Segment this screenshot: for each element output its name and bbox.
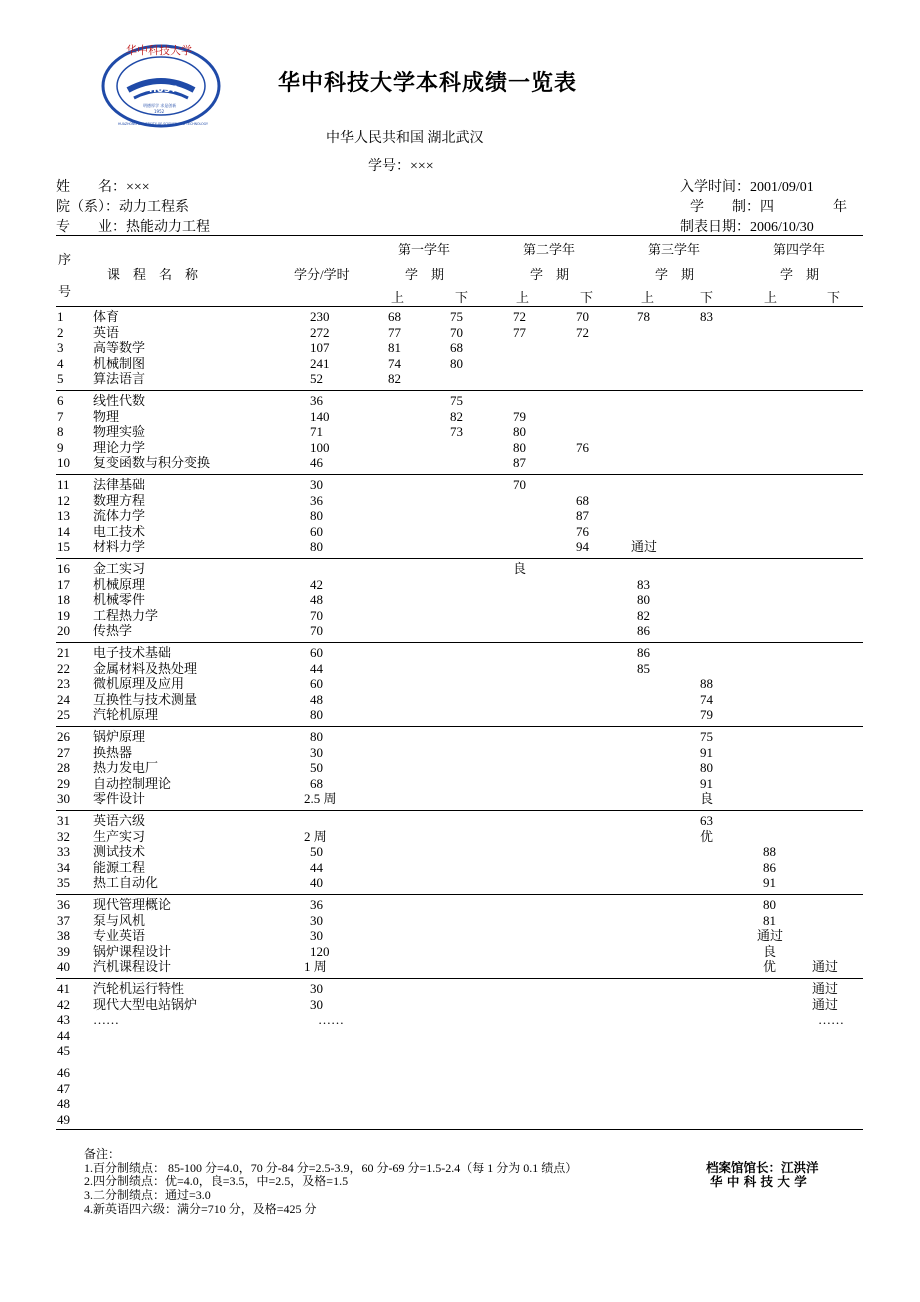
university-logo (100, 40, 222, 128)
course-name: 专业英语 (93, 928, 146, 944)
course-credit: 68 (310, 775, 323, 791)
row-number: 46 (57, 1065, 70, 1080)
row-number: 13 (57, 508, 70, 524)
course-name: 金属材料及热处理 (93, 660, 198, 676)
row-number: 30 (57, 791, 70, 807)
row-number: 39 (57, 943, 70, 959)
grade-cell: 通过 (812, 981, 839, 996)
row-number: 20 (57, 623, 70, 639)
row-number: 31 (57, 813, 70, 828)
course-credit: 50 (310, 760, 323, 776)
grade-cell: 通过 (631, 539, 658, 555)
grade-cell: 68 (388, 309, 401, 324)
header-term-3: 学 期 (655, 267, 695, 282)
course-credit: 80 (310, 508, 323, 524)
course-name: 汽轮机运行特性 (93, 981, 185, 996)
grade-cell: 68 (576, 492, 589, 508)
group-separator (56, 558, 863, 559)
course-credit: 48 (310, 592, 323, 608)
note-line-2: 2.四分制绩点：优=4.0，良=3.5，中=2.5，及格=1.5 (84, 1174, 349, 1188)
course-name: 电子技术基础 (93, 645, 172, 660)
row-number: 3 (57, 340, 64, 356)
group-separator (56, 642, 863, 643)
course-credit: 70 (310, 607, 323, 623)
grade-cell: 73 (450, 424, 463, 440)
course-credit: 60 (310, 676, 323, 692)
course-credit: …… (318, 1012, 344, 1028)
grade-cell: 75 (700, 729, 713, 744)
grade-cell: 83 (637, 576, 650, 592)
grade-cell: 78 (637, 309, 650, 324)
course-credit: 36 (310, 492, 323, 508)
course-name: 锅炉原理 (93, 729, 146, 744)
student-no: 学号：××× (368, 159, 434, 174)
course-name: 汽轮机原理 (93, 707, 159, 723)
row-number: 1 (57, 309, 64, 324)
course-name: 现代大型电站锅炉 (93, 996, 198, 1012)
course-credit: 44 (310, 660, 323, 676)
row-number: 23 (57, 676, 70, 692)
grade-cell: 76 (576, 439, 589, 455)
grade-cell: 优 (700, 828, 714, 844)
logo-year: 1952 (154, 109, 165, 114)
header-year-3: 第三学年 (648, 242, 701, 257)
course-credit: 241 (310, 355, 330, 371)
grade-cell: 83 (700, 309, 713, 324)
header-credit: 学分/学时 (294, 267, 350, 282)
course-credit: 30 (310, 996, 323, 1012)
signature-university: 华 中 科 技 大 学 (710, 1174, 807, 1189)
course-credit: 52 (310, 371, 323, 387)
group-separator (56, 894, 863, 895)
course-credit: 50 (310, 844, 323, 860)
course-name: 流体力学 (93, 508, 146, 524)
course-credit: 80 (310, 729, 323, 744)
header-up-2: 上 (516, 290, 530, 305)
row-number: 32 (57, 828, 70, 844)
grade-cell: 良 (763, 943, 777, 959)
row-number: 19 (57, 607, 70, 623)
course-name: …… (93, 1012, 119, 1028)
grade-cell: 通过 (757, 928, 784, 944)
grade-cell: 72 (513, 309, 526, 324)
header-term-4: 学 期 (780, 267, 820, 282)
table-header-rule (56, 306, 863, 307)
row-number: 5 (57, 371, 64, 387)
header-seq-bottom: 号 (58, 284, 72, 299)
course-name: 线性代数 (93, 393, 146, 408)
course-name: 理论力学 (93, 439, 146, 455)
grade-cell: 85 (637, 660, 650, 676)
grade-cell: 79 (700, 707, 713, 723)
course-name: 泵与风机 (93, 912, 146, 928)
row-number: 40 (57, 959, 70, 975)
course-name: 锅炉课程设计 (93, 943, 172, 959)
grade-cell: 75 (450, 393, 463, 408)
grade-cell: 74 (700, 691, 713, 707)
table-top-rule (56, 235, 863, 236)
course-name: 能源工程 (93, 859, 146, 875)
row-number: 33 (57, 844, 70, 860)
grade-cell: 通过 (812, 959, 839, 975)
course-credit: 46 (310, 455, 323, 471)
row-number: 15 (57, 539, 70, 555)
course-name: 工程热力学 (93, 607, 159, 623)
course-name: 微机原理及应用 (93, 676, 185, 692)
course-credit: 60 (310, 645, 323, 660)
course-name: 自动控制理论 (93, 775, 172, 791)
row-number: 18 (57, 592, 70, 608)
grade-cell: 76 (576, 523, 589, 539)
grade-cell: 91 (700, 775, 713, 791)
course-credit: 40 (310, 875, 323, 891)
row-number: 41 (57, 981, 70, 996)
duration: 学 制：四 (690, 200, 774, 215)
row-number: 16 (57, 561, 70, 576)
notes-title: 备注： (84, 1147, 121, 1161)
row-number: 9 (57, 439, 64, 455)
course-credit: 30 (310, 928, 323, 944)
course-credit: 42 (310, 576, 323, 592)
course-name: 测试技术 (93, 844, 146, 860)
row-number: 49 (57, 1111, 70, 1127)
grade-cell: 70 (576, 309, 589, 324)
page-title: 华中科技大学本科成绩一览表 (278, 71, 578, 96)
course-name: 材料力学 (93, 539, 146, 555)
row-number: 37 (57, 912, 70, 928)
grade-cell: 63 (700, 813, 713, 828)
student-name: 姓 名：××× (56, 180, 150, 195)
logo-ring-text: HUAZHONG UNIVERSITY OF SCIENCE AND TECHNOLOGY (118, 122, 208, 126)
course-credit: 2.5 周 (304, 791, 337, 807)
header-term-1: 学 期 (405, 267, 445, 282)
course-name: 物理实验 (93, 424, 146, 440)
logo-top-text: 华中科技大学 (126, 44, 192, 57)
course-name: 电工技术 (93, 523, 146, 539)
grade-cell: 86 (637, 645, 650, 660)
grade-cell: 80 (700, 760, 713, 776)
group-separator (56, 474, 863, 475)
course-name: 机械原理 (93, 576, 146, 592)
row-number: 12 (57, 492, 70, 508)
header-up-4: 上 (764, 290, 778, 305)
department: 院（系）：动力工程系 (56, 200, 189, 215)
course-credit: 100 (310, 439, 330, 455)
course-credit: 140 (310, 408, 330, 424)
header-down-3: 下 (700, 290, 714, 305)
course-credit: 80 (310, 539, 323, 555)
note-line-1: 1.百分制绩点： 85-100 分=4.0，70 分-84 分=2.5-3.9，60 分-69 分=1.5-2.4（每 1 分为 0.1 绩点） (84, 1161, 578, 1175)
row-number: 36 (57, 897, 70, 912)
header-term-2: 学 期 (530, 267, 570, 282)
course-credit: 30 (310, 912, 323, 928)
header-down-2: 下 (580, 290, 594, 305)
course-credit: 272 (310, 324, 330, 340)
grade-cell: 68 (450, 340, 463, 356)
signature-director: 档案馆馆长：江洪洋 (706, 1160, 819, 1175)
row-number: 47 (57, 1080, 70, 1096)
row-number: 48 (57, 1096, 70, 1112)
grade-cell: 91 (700, 744, 713, 760)
row-number: 10 (57, 455, 70, 471)
grade-cell: 86 (763, 859, 776, 875)
row-number: 26 (57, 729, 70, 744)
course-credit: 44 (310, 859, 323, 875)
course-name: 英语六级 (93, 813, 146, 828)
course-name: 法律基础 (93, 477, 146, 492)
course-name: 机械零件 (93, 592, 146, 608)
grade-cell: 72 (576, 324, 589, 340)
grade-cell: 74 (388, 355, 401, 371)
row-number: 35 (57, 875, 70, 891)
course-name: 汽机课程设计 (93, 959, 172, 975)
course-credit: 30 (310, 744, 323, 760)
course-name: 零件设计 (93, 791, 146, 807)
grade-cell: 88 (700, 676, 713, 692)
grade-cell: 80 (763, 897, 776, 912)
row-number: 24 (57, 691, 70, 707)
course-name: 机械制图 (93, 355, 146, 371)
logo-mark: HUST (149, 85, 177, 95)
grade-cell: 优 (763, 959, 777, 975)
course-name: 物理 (93, 408, 120, 424)
course-name: 换热器 (93, 744, 133, 760)
course-name: 传热学 (93, 623, 133, 639)
grade-cell: 79 (513, 408, 526, 424)
group-separator (56, 726, 863, 727)
row-number: 22 (57, 660, 70, 676)
row-number: 29 (57, 775, 70, 791)
grade-cell: 70 (513, 477, 526, 492)
header-down-1: 下 (455, 290, 469, 305)
grade-cell: 88 (763, 844, 776, 860)
grade-cell: 81 (763, 912, 776, 928)
made-date: 制表日期：2006/10/30 (680, 220, 814, 235)
course-credit: 60 (310, 523, 323, 539)
duration-unit: 年 (833, 200, 847, 215)
row-number: 14 (57, 523, 70, 539)
row-number: 11 (57, 477, 70, 492)
row-number: 27 (57, 744, 70, 760)
course-credit: 2 周 (304, 828, 327, 844)
row-number: 2 (57, 324, 64, 340)
major: 专 业：热能动力工程 (56, 220, 210, 235)
row-number: 28 (57, 760, 70, 776)
grade-cell: 80 (513, 424, 526, 440)
row-number: 6 (57, 393, 64, 408)
row-number: 38 (57, 928, 70, 944)
course-name: 互换性与技术测量 (93, 691, 198, 707)
grade-cell: 82 (450, 408, 463, 424)
header-year-4: 第四学年 (773, 242, 826, 257)
group-separator (56, 810, 863, 811)
course-credit: 230 (310, 309, 330, 324)
grade-cell: 良 (513, 561, 527, 576)
table-bottom-rule (56, 1129, 863, 1130)
grade-cell: 80 (637, 592, 650, 608)
grade-cell: 87 (576, 508, 589, 524)
course-name: 金工实习 (93, 561, 146, 576)
course-credit: 1 周 (304, 959, 327, 975)
row-number: 34 (57, 859, 70, 875)
grade-cell: 80 (513, 439, 526, 455)
grade-cell: 86 (637, 623, 650, 639)
row-number: 44 (57, 1027, 70, 1043)
course-credit: 70 (310, 623, 323, 639)
course-name: 体育 (93, 309, 120, 324)
grade-cell: 77 (388, 324, 401, 340)
course-credit: 36 (310, 393, 323, 408)
grade-cell: 70 (450, 324, 463, 340)
subtitle: 中华人民共和国 湖北武汉 (326, 131, 484, 146)
grade-cell: 82 (637, 607, 650, 623)
row-number: 25 (57, 707, 70, 723)
course-credit: 36 (310, 897, 323, 912)
course-credit: 107 (310, 340, 330, 356)
course-name: 数理方程 (93, 492, 146, 508)
row-number: 4 (57, 355, 64, 371)
grade-cell: 通过 (812, 996, 839, 1012)
logo-motto: 明德厚学 求是创新 (143, 103, 177, 108)
group-separator (56, 390, 863, 391)
grade-cell: 80 (450, 355, 463, 371)
grade-cell: …… (818, 1012, 844, 1028)
header-seq-top: 序 (58, 252, 72, 267)
group-separator (56, 978, 863, 979)
row-number: 17 (57, 576, 70, 592)
grade-cell: 81 (388, 340, 401, 356)
note-line-3: 3.二分制绩点：通过=3.0 (84, 1188, 211, 1202)
grade-cell: 77 (513, 324, 526, 340)
course-credit: 30 (310, 477, 323, 492)
row-number: 8 (57, 424, 64, 440)
course-credit: 48 (310, 691, 323, 707)
course-name: 复变函数与积分变换 (93, 455, 211, 471)
course-name: 生产实习 (93, 828, 146, 844)
header-course: 课 程 名 称 (107, 267, 199, 282)
header-up-1: 上 (391, 290, 405, 305)
row-number: 42 (57, 996, 70, 1012)
grade-cell: 91 (763, 875, 776, 891)
header-year-2: 第二学年 (523, 242, 576, 257)
course-name: 热工自动化 (93, 875, 159, 891)
course-credit: 30 (310, 981, 323, 996)
course-name: 高等数学 (93, 340, 146, 356)
grade-cell: 良 (700, 791, 714, 807)
grade-cell: 87 (513, 455, 526, 471)
grade-cell: 82 (388, 371, 401, 387)
header-year-1: 第一学年 (398, 242, 451, 257)
note-line-4: 4.新英语四六级：满分=710 分，及格=425 分 (84, 1202, 317, 1216)
course-credit: 71 (310, 424, 323, 440)
course-credit: 80 (310, 707, 323, 723)
course-name: 热力发电厂 (93, 760, 159, 776)
row-number: 21 (57, 645, 70, 660)
row-number: 7 (57, 408, 64, 424)
grade-cell: 75 (450, 309, 463, 324)
grade-cell: 94 (576, 539, 589, 555)
row-number: 43 (57, 1012, 70, 1028)
header-down-4: 下 (827, 290, 841, 305)
enroll-date: 入学时间：2001/09/01 (680, 180, 814, 195)
course-credit: 120 (310, 943, 330, 959)
row-number: 45 (57, 1043, 70, 1059)
course-name: 现代管理概论 (93, 897, 172, 912)
header-up-3: 上 (641, 290, 655, 305)
course-name: 英语 (93, 324, 120, 340)
course-name: 算法语言 (93, 371, 146, 387)
